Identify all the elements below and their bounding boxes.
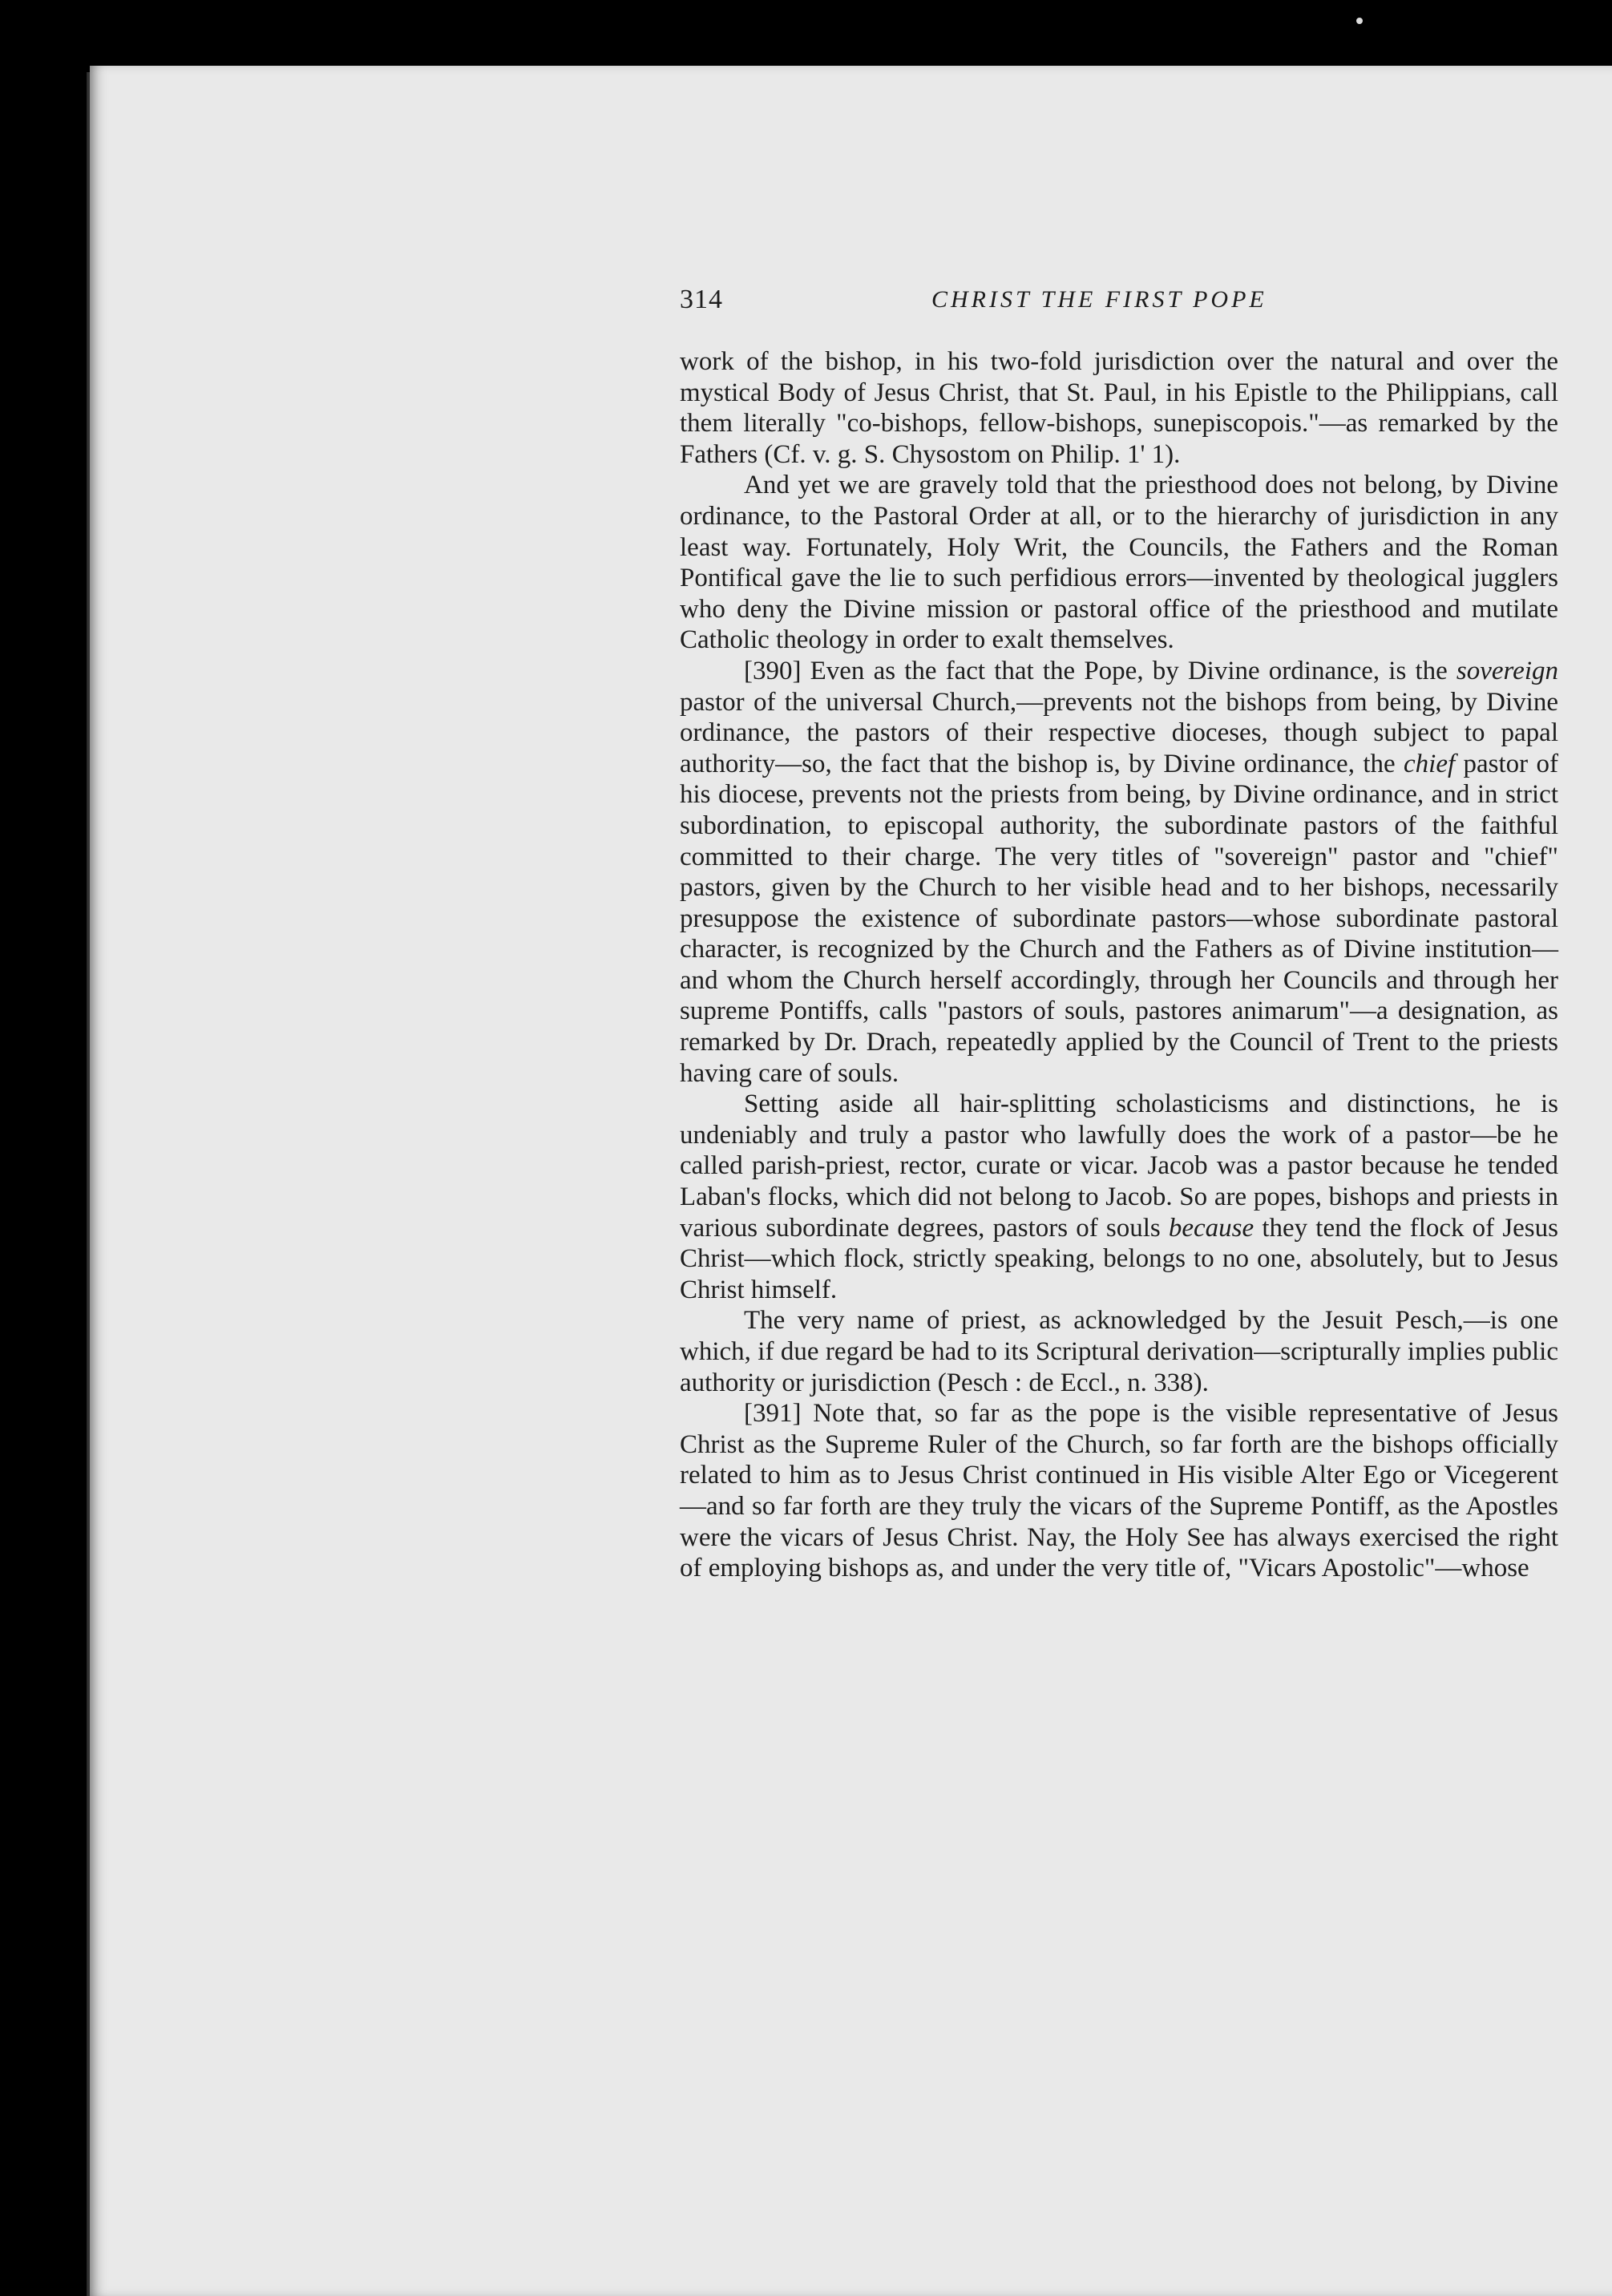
scan-speck: [1356, 18, 1363, 24]
emphasis-because: because: [1168, 1213, 1254, 1243]
paragraph: And yet we are gravely told that the priesthood does not belong, by Divine ordinance, to the Pastoral Order at all, or to the hierarchy of jurisdiction in any least way. Fortunately, Holy Writ, the Councils, the Fathers and the Roman Pontifical gave the lie to such perfidious errors—invented by theological jugglers who deny the Divine mission or pastoral office of the priesthood and mutilate Catholic theology in order to exalt themselves.: [680, 471, 1558, 655]
emphasis-chief: chief: [1404, 749, 1456, 778]
paragraph-390: [680, 656, 1558, 1089]
body-text: [680, 346, 1558, 1584]
text-run: pastor of his diocese, prevents not the priests from being, by Divine ordinance, and in strict subordination, to episcopal authority, the subordinate pastors of the faithful committed to their charge. The very titles of "sovereign" pastor and "chief" pastors, given by the Church to her visible head and to her bishops, necessarily presuppose the existence of subordinate pastors—whose subordinate pastoral character, is recognized by the Church and the Fathers as of Divine institution—and whom the Church herself accordingly, through her Councils and through her supreme Pontiffs, calls "pastors of souls, pastores animarum"—a designation, as remarked by Dr. Drach, repeatedly applied by the Council of Trent to the priests having care of souls.: [680, 749, 1558, 1088]
text-run: Setting aside all hair-splitting scholasticisms and distinctions, he is undeniably and truly a pastor who lawfully does the work of a pastor—be he called parish-priest, rector, curate or vicar. Jacob was a pastor because he tended Laban's flocks, which did not belong to Jacob. So are popes, bishops and priests in various subordinate degrees, pastors of souls: [680, 1089, 1558, 1243]
text-run: they tend the flock of Jesus Christ—which flock, strictly speaking, belongs to no one, absolutely, but to Jesus Christ himself.: [680, 1213, 1558, 1304]
emphasis-sovereign: sovereign: [1456, 656, 1558, 685]
text-run: [390] Even as the fact that the Pope, by Divine ordinance, is the: [744, 656, 1456, 685]
paragraph: [680, 1089, 1558, 1305]
text-run: pastor of the universal Church,—prevents not the bishops from being, by Divine ordinance, the pastors of their respective dioceses, though subject to papal authority—so, the fact that the bishop is, by Divine ordinance, the: [680, 687, 1558, 778]
paragraph-continuation: work of the bishop, in his two-fold jurisdiction over the natural and over the mystical Body of Jesus Christ, that St. Paul, in his Epistle to the Philippians, call them literally "co-bishops, fellow-bishops, sunepiscopois."—as remarked by the Fathers (Cf. v. g. S. Chysostom on Philip. 1' 1).: [680, 347, 1558, 469]
paragraph-391: [391] Note that, so far as the pope is the visible representative of Jesus Christ as the Supreme Ruler of the Church, so far forth are the bishops officially related to him as to Jesus Christ continued in His visible Alter Ego or Vicegerent—and so far forth are they truly the vicars of the Supreme Pontiff, as the Apostles were the vicars of Jesus Christ. Nay, the Holy See has always exercised the right of employing bishops as, and under the very title of, "Vicars Apostolic"—whose: [680, 1399, 1558, 1583]
running-head: CHRIST THE FIRST POPE: [931, 286, 1267, 313]
page-number: 314: [680, 285, 723, 314]
paragraph: The very name of priest, as acknowledged by the Jesuit Pesch,—is one which, if due regard be had to its Scriptural derivation—scripturally implies public authority or jurisdiction (Pesch : de Eccl., n. 338).: [680, 1306, 1558, 1397]
page-header: [680, 285, 1561, 325]
